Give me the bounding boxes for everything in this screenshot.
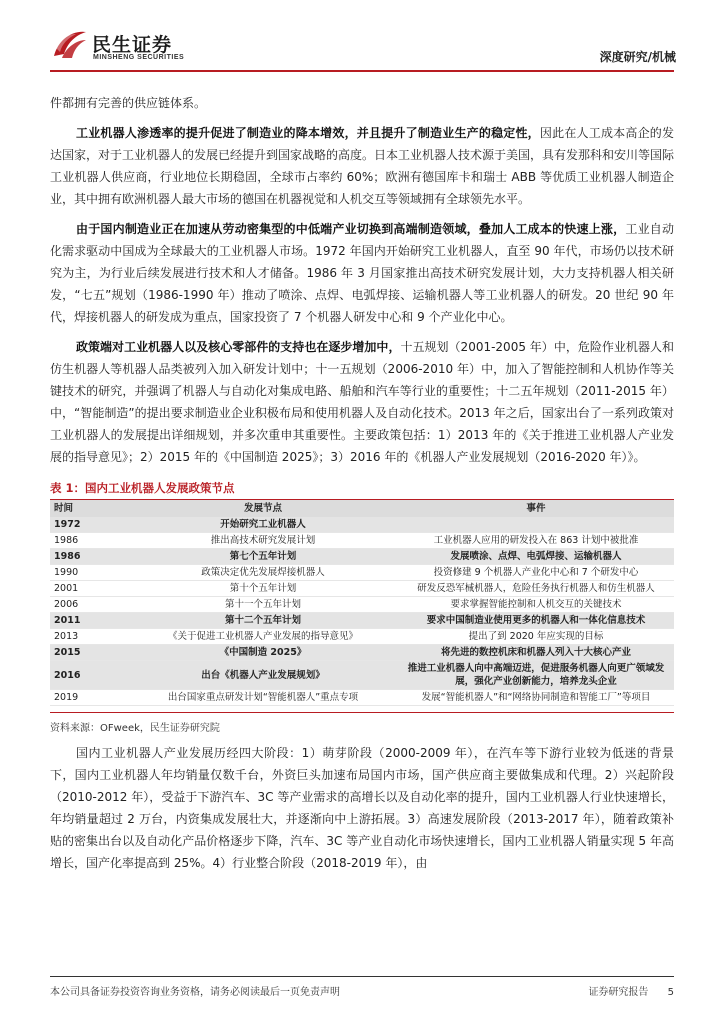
page-number: 5 xyxy=(667,987,674,998)
table-row xyxy=(50,661,674,690)
table-row xyxy=(50,565,674,581)
table-header-event: 事件 xyxy=(398,500,674,518)
table-cell-year: 2006 xyxy=(50,597,128,613)
table-row xyxy=(50,581,674,597)
table-cell-node: 开始研究工业机器人 xyxy=(128,517,398,533)
paragraph-0: 件都拥有完善的供应链体系。 xyxy=(50,96,207,110)
paragraph-2 xyxy=(50,218,674,328)
policy-table xyxy=(50,499,674,706)
table-cell-event: 发展“智能机器人”和“网络协同制造和智能工厂”等项目 xyxy=(398,690,674,706)
paragraph-3 xyxy=(50,336,674,468)
table-cell-year: 1990 xyxy=(50,565,128,581)
table-cell-event: 工业机器人应用的研发投入在 863 计划中被批准 xyxy=(398,533,674,549)
table-row xyxy=(50,549,674,565)
table-source: 资料来源：OFweek，民生证券研究院 xyxy=(50,712,674,734)
page-header xyxy=(0,0,724,72)
table-cell-year: 2011 xyxy=(50,613,128,629)
table-cell-event: 投资修建 9 个机器人产业化中心和 7 个研发中心 xyxy=(398,565,674,581)
paragraph-3-lead: 政策端对工业机器人以及核心零部件的支持也在逐步增加中， xyxy=(76,340,401,354)
paragraph-3-body: 十五规划（2001-2005 年）中，危险作业机器人和仿生机器人等机器人品类被列入加入研发计划中；十一五规划（2006-2010 年）中，加入了智能控制和人机协作等关键技术的研究，并强调了机器人与自动化对集成电路、船舶和汽车等行业的重要性；十二五年规划（2011-2015 年）中，“智能制造”的提出要求制造业企业积极布局和使用机器人及自动化技术。2013 年之后，国家出台了一系列政策对工业机器人的发展提出详细规划，并多次重申其重要性。主要政策包括：1）2013 年的《关于推进工业机器人产业发展的指导意见》；2）2015 年的《中国制造 2025》；3）2016 年的《机器人产业发展规划（2016-2020 年）》。 xyxy=(50,340,674,464)
footer-divider xyxy=(50,976,674,977)
table-cell-event: 发展喷涂、点焊、电弧焊接、运输机器人 xyxy=(398,549,674,565)
table-cell-year: 1986 xyxy=(50,549,128,565)
table-row xyxy=(50,629,674,645)
table-row xyxy=(50,645,674,661)
company-logo xyxy=(50,26,200,66)
footer-report-type: 证券研究报告 xyxy=(588,987,649,998)
table-title: 表 1：国内工业机器人发展政策节点 xyxy=(50,481,235,495)
table-row xyxy=(50,613,674,629)
table-cell-event: 研发反恐军械机器人，危险任务执行机器人和仿生机器人 xyxy=(398,581,674,597)
table-cell-event: 提出了到 2020 年应实现的目标 xyxy=(398,629,674,645)
table-row xyxy=(50,597,674,613)
paragraph-2-body: 工业自动化需求驱动中国成为全球最大的工业机器人市场。1972 年国内开始研究工业机器人，直至 90 年代，市场仍以技术研究为主，为行业后续发展进行技术和人才储备。1986 年 3 月国家推出高技术研究发展计划，大力支持机器人相关研发，“七五”规划（1986-1990 年）推动了喷涂、点焊、电弧焊接、运输机器人等工业机器人的研发。20 世纪 90 年代，焊接机器人的研发成为重点，国家投资了 7 个机器人研发中心和 9 个产业化中心。 xyxy=(50,222,674,324)
paragraph-1-body: 因此在人工成本高企的发达国家，对于工业机器人的发展已经提升到国家战略的高度。日本工业机器人技术源于美国，具有发那科和安川等国际工业机器人供应商，行业地位长期稳固，全球市占率约 60%；欧洲有德国库卡和瑞士 ABB 等优质工业机器人制造企业，其中拥有欧洲机器人最大市场的德国在机器视觉和人机交互等领域拥有全球领先水平。 xyxy=(50,126,675,206)
paragraph-2-lead: 由于国内制造业正在加速从劳动密集型的中低端产业切换到高端制造领域，叠加人工成本的快速上涨， xyxy=(76,222,626,236)
table-cell-node: 出台《机器人产业发展规划》 xyxy=(128,661,398,690)
logo-text-en: MINSHENG SECURITIES xyxy=(93,54,185,61)
table-cell-node: 推出高技术研究发展计划 xyxy=(128,533,398,549)
table-cell-year: 2019 xyxy=(50,690,128,706)
logo-mark-icon xyxy=(50,26,88,62)
table-cell-node: 第十个五年计划 xyxy=(128,581,398,597)
table-cell-event: 要求掌握智能控制和人机交互的关键技术 xyxy=(398,597,674,613)
table-cell-event: 将先进的数控机床和机器人列入十大核心产业 xyxy=(398,645,674,661)
table-cell-node: 第十二个五年计划 xyxy=(128,613,398,629)
paragraph-1 xyxy=(50,122,674,210)
table-header-year: 时间 xyxy=(50,500,128,518)
table-header-row xyxy=(50,500,674,518)
logo-text-cn: 民生证券 xyxy=(92,34,173,56)
paragraph-1-lead: 工业机器人渗透率的提升促进了制造业的降本增效，并且提升了制造业生产的稳定性， xyxy=(76,126,540,140)
table-cell-node: 政策决定优先发展焊接机器人 xyxy=(128,565,398,581)
main-content xyxy=(50,92,674,882)
table-row xyxy=(50,533,674,549)
paragraph-4: 国内工业机器人产业发展历经四大阶段：1）萌芽阶段（2000-2009 年），在汽车等下游行业较为低迷的背景下，国内工业机器人年均销量仅数千台，外资巨头加速布局国内市场，国产供应商主要做集成和代理。2）兴起阶段（2010-2012 年），受益于下游汽车、3C 等产业需求的高增长以及自动化率的提升，国内工业机器人行业快速增长，年均销量超过 2 万台，内资集成发展壮大，并逐渐向中上游拓展。3）高速发展阶段（2013-2017 年），随着政策补贴的密集出台以及自动化产品价格逐步下降，汽车、3C 等产业自动化市场快速增长，国内工业机器人销量实现 5 年高增长，国产化率提高到 25%。4）行业整合阶段（2018-2019 年），由 xyxy=(50,746,674,870)
table-row xyxy=(50,517,674,533)
table-cell-event xyxy=(398,517,674,533)
table-cell-event: 要求中国制造业使用更多的机器人和一体化信息技术 xyxy=(398,613,674,629)
table-cell-year: 1986 xyxy=(50,533,128,549)
table-cell-node: 出台国家重点研发计划“智能机器人”重点专项 xyxy=(128,690,398,706)
table-cell-year: 2015 xyxy=(50,645,128,661)
table-header-node: 发展节点 xyxy=(128,500,398,518)
table-cell-year: 2001 xyxy=(50,581,128,597)
table-cell-node: 第十一个五年计划 xyxy=(128,597,398,613)
table-cell-event: 推进工业机器人向中高端迈进，促进服务机器人向更广领域发展，强化产业创新能力，培养龙头企业 xyxy=(398,661,674,690)
report-category: 深度研究/机械 xyxy=(599,50,676,64)
table-cell-node: 《中国制造 2025》 xyxy=(128,645,398,661)
table-cell-year: 2016 xyxy=(50,661,128,690)
table-cell-node: 《关于促进工业机器人产业发展的指导意见》 xyxy=(128,629,398,645)
table-cell-year: 1972 xyxy=(50,517,128,533)
footer-disclaimer: 本公司具备证券投资咨询业务资格，请务必阅读最后一页免责声明 xyxy=(50,987,340,998)
header-divider xyxy=(50,70,674,72)
table-row xyxy=(50,690,674,706)
table-cell-year: 2013 xyxy=(50,629,128,645)
table-cell-node: 第七个五年计划 xyxy=(128,549,398,565)
footer-right xyxy=(572,983,674,998)
